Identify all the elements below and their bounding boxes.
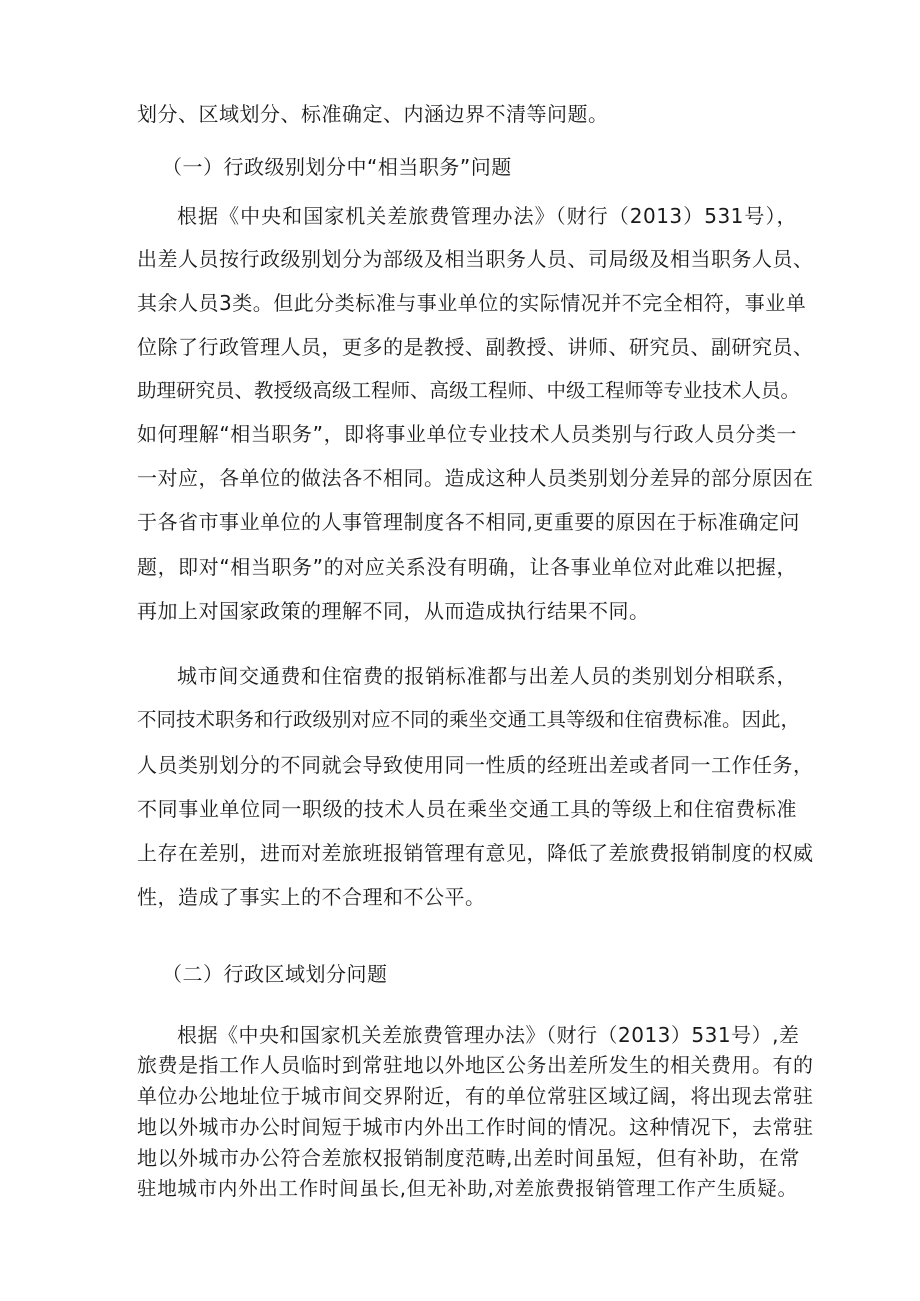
paragraph-line: 地以外城市办公符合差旅权报销制度范畴,出差时间虽短，但有补助，在常	[137, 1146, 800, 1170]
paragraph-line: 人员类别划分的不同就会导致使用同一性质的经班出差或者同一工作任务，	[137, 753, 814, 777]
paragraph-line: 城市间交通费和住宿费的报销标准都与出差人员的类别划分相联系，	[177, 664, 797, 688]
paragraph-line: 驻地城市内外出工作时间虽长,但无补助,对差旅费报销管理工作产生质疑。	[137, 1177, 797, 1200]
paragraph-line: 一对应，各单位的做法各不相同。造成这种人员类别划分差异的部分原因在	[137, 466, 814, 490]
paragraph-line: 地以外城市办公时间短于城市内外出工作时间的情况。这种情况下，去常驻	[137, 1115, 814, 1139]
paragraph-line: 于各省市事业单位的人事管理制度各不相同,更重要的原因在于标准确定问	[137, 510, 800, 534]
section-heading-2: （二）行政区域划分问题	[162, 962, 388, 986]
paragraph-line: 题，即对“相当职务”的对应关系没有明确，让各事业单位对此难以把握，	[137, 555, 797, 579]
paragraph-line: 根据《中央和国家机关差旅费管理办法》（财行（2013）531号）,差	[177, 1023, 800, 1047]
paragraph-line: 如何理解“相当职务”，即将事业单位专业技术人员类别与行政人员分类一	[137, 422, 797, 446]
paragraph-line: 不同技术职务和行政级别对应不同的乘坐交通工具等级和住宿费标准。因此，	[137, 708, 801, 731]
paragraph-line: 上存在差别，进而对差旅班报销管理有意见，降低了差旅费报销制度的权威	[137, 841, 814, 865]
paragraph-line: 根据《中央和国家机关差旅费管理办法》（财行（2013）531号），	[177, 204, 797, 228]
paragraph-line: 出差人员按行政级别划分为部级及相当职务人员、司局级及相当职务人员、	[137, 247, 814, 271]
paragraph-line: 再加上对国家政策的理解不同，从而造成执行结果不同。	[137, 599, 650, 623]
paragraph-line: 位除了行政管理人员，更多的是教授、副教授、讲师、研究员、副研究员、	[137, 335, 814, 359]
paragraph-line: 性，造成了事实上的不合理和不公平。	[137, 885, 486, 909]
paragraph-line: 其余人员3类。但此分类标准与事业单位的实际情况并不完全相符，事业单	[137, 291, 807, 315]
section-heading-1: （一）行政级别划分中“相当职务”问题	[162, 155, 512, 179]
paragraph-line: 旅费是指工作人员临时到常驻地以外地区公务出差所发生的相关费用。有的	[137, 1053, 814, 1077]
paragraph-line: 不同事业单位同一职级的技术人员在乘坐交通工具的等级上和住宿费标准	[137, 797, 797, 821]
paragraph-line: 划分、区域划分、标准确定、内涵边界不清等问题。	[137, 102, 609, 126]
paragraph-line: 单位办公地址位于城市间交界附近，有的单位常驻区域辽阔，将出现去常驻	[137, 1084, 814, 1108]
paragraph-line: 助理研究员、教授级高级工程师、高级工程师、中级工程师等专业技术人员。	[137, 379, 801, 402]
